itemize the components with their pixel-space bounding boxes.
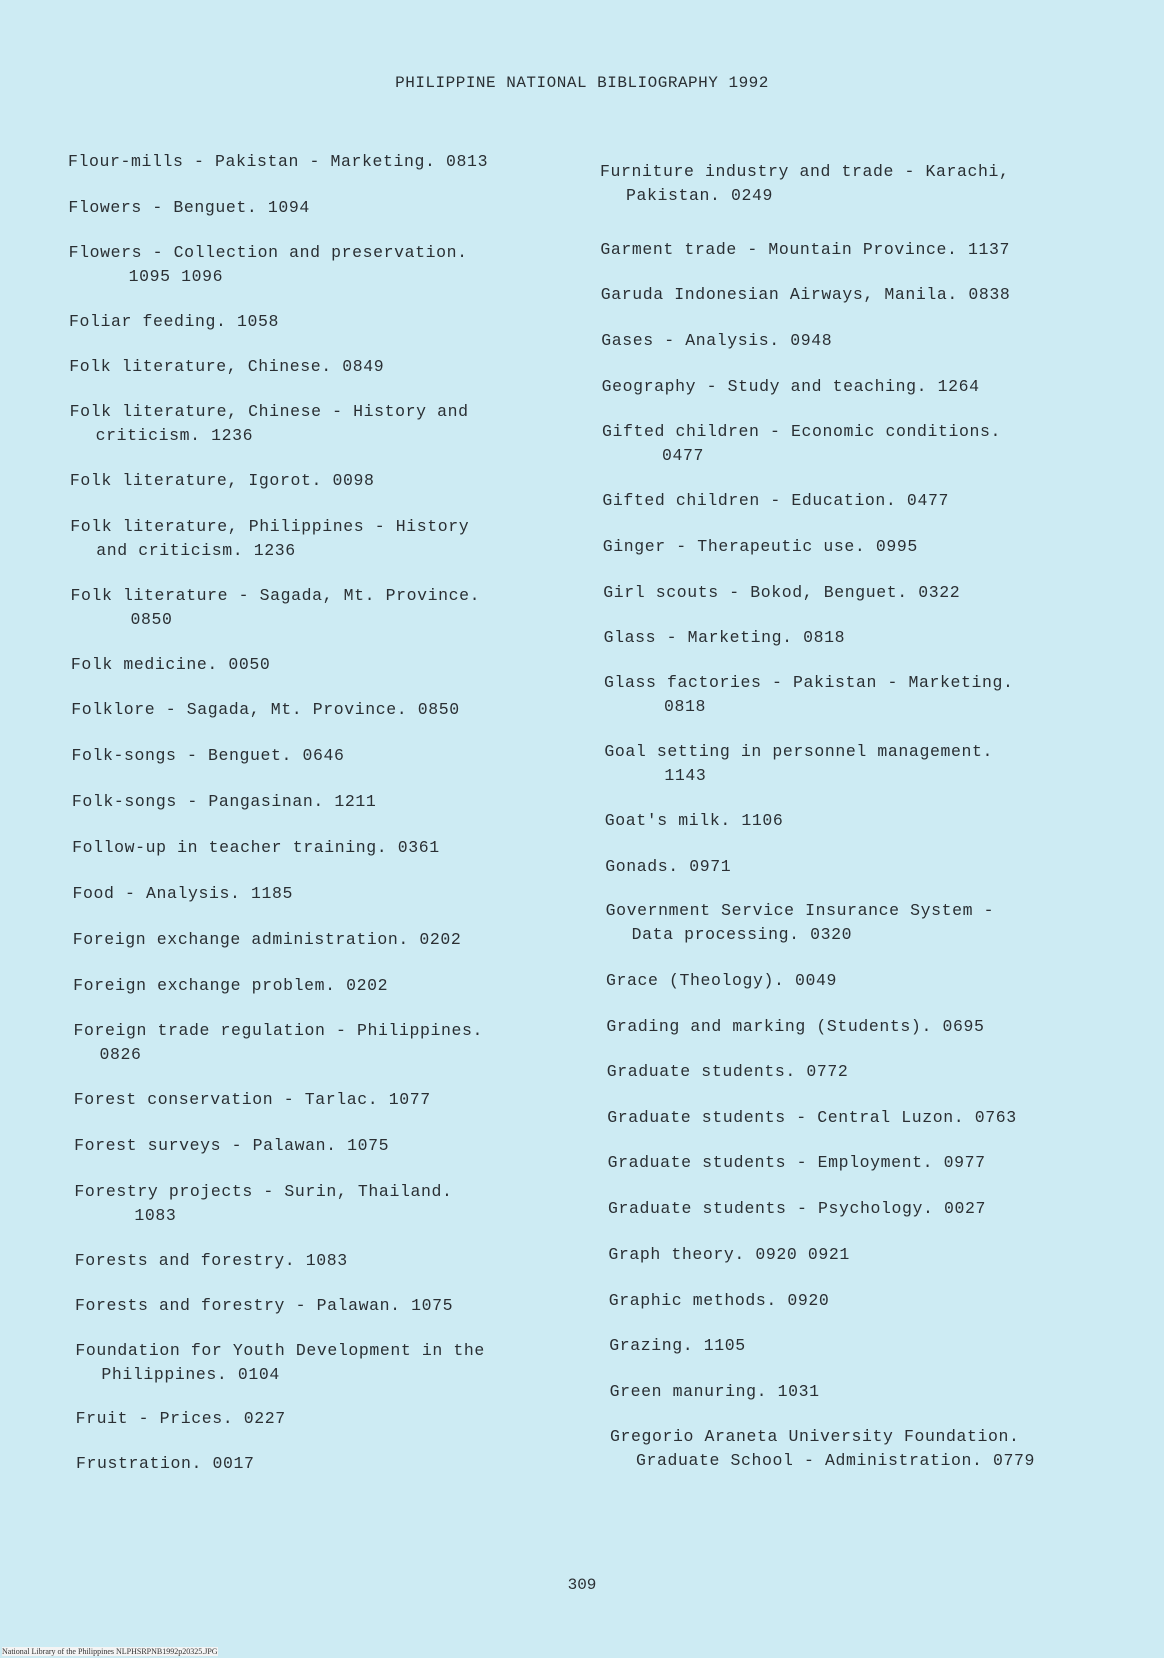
entry-heading: Folk literature, Chinese - History and	[69, 402, 469, 421]
index-entry	[600, 160, 1010, 208]
entry-heading: Graphic methods. 0920	[608, 1291, 830, 1310]
entry-heading: Gases - Analysis. 0948	[601, 331, 833, 350]
entry-heading: Food - Analysis. 1185	[72, 884, 294, 903]
entry-heading: Graph theory. 0920 0921	[608, 1245, 850, 1264]
index-entry	[74, 1134, 389, 1158]
index-entry	[70, 469, 375, 493]
entry-continuation: 0826	[99, 1045, 142, 1064]
entry-heading: Foliar feeding. 1058	[68, 312, 279, 331]
index-entry	[76, 1452, 255, 1476]
entry-heading: Folk-songs - Pangasinan. 1211	[71, 792, 377, 811]
index-entry	[68, 196, 310, 220]
entry-heading: Goat's milk. 1106	[604, 811, 784, 830]
entry-continuation: Data processing. 0320	[631, 925, 853, 944]
index-entry	[604, 671, 1014, 719]
index-entry	[602, 375, 980, 399]
entry-heading: Foreign exchange problem. 0202	[73, 976, 389, 995]
index-entry	[610, 1425, 1035, 1473]
entry-heading: Glass factories - Pakistan - Marketing.	[604, 673, 1014, 692]
entry-heading: Folk medicine. 0050	[70, 655, 271, 674]
index-entry	[70, 515, 469, 563]
index-entry	[69, 355, 384, 379]
entry-continuation: criticism. 1236	[95, 426, 254, 445]
entry-heading: Foundation for Youth Development in the	[75, 1341, 485, 1360]
index-entry	[609, 1334, 746, 1358]
entry-continuation: 0818	[664, 697, 707, 716]
index-entry	[604, 626, 846, 650]
index-entry	[72, 882, 293, 906]
entry-heading: Grading and marking (Students). 0695	[606, 1017, 985, 1036]
index-entry	[609, 1289, 830, 1313]
index-entry	[72, 744, 345, 768]
index-entry	[73, 928, 462, 952]
index-entry	[603, 581, 960, 605]
index-entry	[73, 1019, 483, 1067]
entry-heading: Graduate students - Employment. 0977	[607, 1153, 986, 1172]
index-entry	[74, 1180, 452, 1228]
index-entry	[71, 698, 460, 722]
entry-heading: Garment trade - Mountain Province. 1137	[600, 240, 1010, 259]
entry-heading: Graduate students. 0772	[606, 1062, 849, 1081]
entry-continuation: Pakistan. 0249	[626, 186, 774, 205]
entry-heading: Flowers - Benguet. 1094	[68, 198, 310, 217]
entry-heading: Forests and forestry - Palawan. 1075	[75, 1296, 454, 1315]
entry-continuation: Graduate School - Administration. 0779	[636, 1451, 1036, 1470]
index-entry	[603, 535, 918, 559]
index-entry	[602, 489, 949, 513]
entry-heading: Forestry projects - Surin, Thailand.	[74, 1182, 453, 1201]
entry-heading: Grace (Theology). 0049	[606, 971, 838, 990]
entry-heading: Government Service Insurance System -	[605, 901, 995, 920]
entry-heading: Graduate students - Central Luzon. 0763	[607, 1108, 1017, 1127]
entry-heading: Furniture industry and trade - Karachi,	[600, 162, 1010, 181]
index-entry	[608, 1243, 850, 1267]
entry-heading: Fruit - Prices. 0227	[75, 1409, 286, 1428]
entry-continuation: 0850	[130, 610, 173, 629]
library-stamp: National Library of the Philippines NLPHSRPNB1992p20325.JPG	[2, 1647, 218, 1656]
index-entry	[607, 1106, 1017, 1130]
index-entry	[610, 1380, 820, 1404]
entry-heading: Flour-mills - Pakistan - Marketing. 0813	[68, 152, 489, 171]
entry-heading: Garuda Indonesian Airways, Manila. 0838	[600, 285, 1011, 304]
entry-heading: Gonads. 0971	[605, 857, 732, 876]
entry-continuation: 1095 1096	[128, 267, 224, 286]
entry-heading: Folklore - Sagada, Mt. Province. 0850	[71, 700, 460, 719]
entry-heading: Gifted children - Education. 0477	[602, 491, 949, 510]
index-entry	[601, 329, 832, 353]
index-entry	[600, 238, 1010, 262]
index-entry	[608, 1197, 986, 1221]
index-entry	[72, 836, 440, 860]
entry-heading: Forest surveys - Palawan. 1075	[74, 1136, 390, 1155]
index-entry	[602, 420, 1001, 468]
index-entry	[72, 790, 377, 814]
index-entry	[71, 584, 481, 632]
entry-heading: Forests and forestry. 1083	[74, 1251, 348, 1270]
index-entry	[604, 740, 993, 788]
entry-heading: Foreign trade regulation - Philippines.	[73, 1021, 483, 1040]
index-entry	[68, 150, 488, 174]
index-entry	[605, 809, 784, 833]
entry-heading: Flowers - Collection and preservation.	[68, 243, 468, 262]
page-title: PHILIPPINE NATIONAL BIBLIOGRAPHY 1992	[395, 74, 769, 92]
index-entry	[606, 969, 837, 993]
index-entry	[76, 1407, 286, 1431]
index-entry	[69, 241, 468, 289]
entry-heading: Gifted children - Economic conditions.	[602, 422, 1002, 441]
index-entry	[606, 899, 995, 947]
entry-heading: Folk-songs - Benguet. 0646	[71, 746, 345, 765]
index-entry	[601, 283, 1011, 307]
index-entry	[75, 1249, 348, 1273]
entry-continuation: 1143	[664, 766, 707, 785]
index-entry	[75, 1339, 485, 1387]
entry-continuation: 0477	[662, 446, 705, 465]
entry-heading: Graduate students - Psychology. 0027	[608, 1199, 987, 1218]
entry-heading: Goal setting in personnel management.	[604, 742, 993, 761]
index-entry	[71, 653, 271, 677]
entry-heading: Geography - Study and teaching. 1264	[601, 377, 980, 396]
entry-heading: Folk literature, Igorot. 0098	[69, 471, 375, 490]
entry-heading: Ginger - Therapeutic use. 0995	[602, 537, 918, 556]
entry-heading: Folk literature - Sagada, Mt. Province.	[70, 586, 481, 605]
entry-continuation: Philippines. 0104	[101, 1365, 280, 1384]
entry-heading: Glass - Marketing. 0818	[603, 628, 846, 647]
entry-heading: Gregorio Araneta University Foundation.	[610, 1427, 1020, 1446]
entry-continuation: 1083	[134, 1206, 177, 1225]
entry-heading: Frustration. 0017	[76, 1454, 255, 1473]
index-entry	[607, 1060, 849, 1084]
entry-heading: Grazing. 1105	[609, 1336, 746, 1355]
entry-heading: Forest conservation - Tarlac. 1077	[73, 1090, 431, 1109]
index-entry	[608, 1151, 986, 1175]
entry-heading: Folk literature, Chinese. 0849	[69, 357, 385, 376]
index-entry	[74, 1088, 431, 1112]
entry-heading: Foreign exchange administration. 0202	[72, 930, 462, 949]
index-entry	[75, 1294, 453, 1318]
index-entry	[69, 310, 279, 334]
entry-heading: Green manuring. 1031	[609, 1382, 820, 1401]
entry-heading: Folk literature, Philippines - History	[70, 517, 470, 536]
entry-heading: Girl scouts - Bokod, Benguet. 0322	[603, 583, 961, 602]
index-entry	[73, 974, 388, 998]
entry-continuation: and criticism. 1236	[96, 541, 296, 560]
index-entry	[606, 1015, 984, 1039]
entry-heading: Follow-up in teacher training. 0361	[72, 838, 440, 857]
index-entry	[605, 855, 731, 879]
page-number: 309	[567, 1576, 597, 1594]
index-entry	[70, 400, 469, 448]
